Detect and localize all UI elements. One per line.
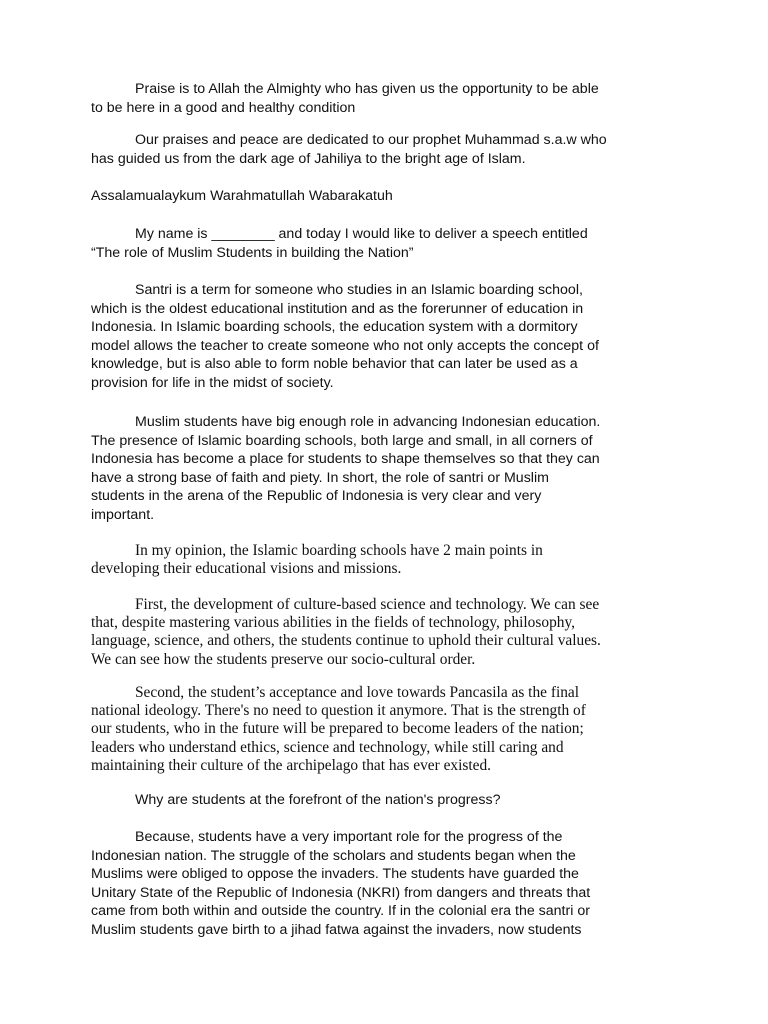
text-line: to be here in a good and healthy condition bbox=[91, 99, 356, 116]
text-line: Muslim students gave birth to a jihad fatwa against the invaders, now students bbox=[91, 921, 582, 938]
paragraph-salutation-prophet bbox=[91, 131, 691, 168]
text-line: Second, the student’s acceptance and love towards Pancasila as the final bbox=[135, 684, 580, 701]
text-line: knowledge, but is also able to form noble behavior that can later be used as a bbox=[91, 356, 578, 372]
text-line: Indonesian nation. The struggle of the scholars and students began when the bbox=[91, 847, 576, 864]
text-line: national ideology. There's no need to question it anymore. That is the strength of bbox=[91, 702, 586, 720]
text-line: Praise is to Allah the Almighty who has given us the opportunity to be able bbox=[135, 81, 599, 97]
text-line: Santri is a term for someone who studies in an Islamic boarding school, bbox=[135, 282, 583, 298]
text-line: leaders who understand ethics, science and technology, while still caring and bbox=[91, 738, 564, 756]
paragraph-second-point bbox=[91, 684, 691, 775]
text-line: We can see how the students preserve our socio-cultural order. bbox=[91, 650, 476, 668]
paragraph-praise bbox=[91, 80, 691, 117]
text-line: The presence of Islamic boarding schools, both large and small, in all corners of bbox=[91, 432, 593, 449]
text-line: Our praises and peace are dedicated to our prophet Muhammad s.a.w who bbox=[135, 132, 607, 148]
text-line: First, the development of culture-based science and technology. We can see bbox=[135, 596, 600, 613]
text-line: Indonesia. In Islamic boarding schools, the education system with a dormitory bbox=[91, 319, 578, 335]
text-line: Unitary State of the Republic of Indonesia (NKRI) from dangers and threats that bbox=[91, 884, 591, 901]
paragraph-muslim-students-role bbox=[91, 413, 691, 524]
text-line: have a strong base of faith and piety. In short, the role of santri or Muslim bbox=[91, 469, 549, 486]
text-line: our students, who in the future will be prepared to become leaders of the nation; bbox=[91, 720, 584, 738]
text-line: which is the oldest educational institution and as the forerunner of education in bbox=[91, 300, 584, 317]
paragraph-santri-definition bbox=[91, 281, 691, 392]
text-line: came from both within and outside the country. If in the colonial era the santri or bbox=[91, 903, 590, 919]
text-line: Muslim students have big enough role in advancing Indonesian education. bbox=[135, 414, 601, 430]
text-line: Because, students have a very important role for the progress of the bbox=[135, 829, 563, 845]
text-line: has guided us from the dark age of Jahiliya to the bright age of Islam. bbox=[91, 150, 526, 167]
text-line: Why are students at the forefront of the nation's progress? bbox=[135, 792, 501, 808]
text-line: developing their educational visions and missions. bbox=[91, 560, 402, 578]
text-line: model allows the teacher to create someone who not only accepts the concept of bbox=[91, 337, 599, 354]
text-line: language, science, and others, the students continue to uphold their cultural values. bbox=[91, 632, 601, 650]
text-line: provision for life in the midst of society. bbox=[91, 374, 334, 391]
paragraph-question bbox=[91, 791, 691, 810]
text-line: My name is ________ and today I would like to deliver a speech entitled bbox=[135, 226, 588, 242]
paragraph-opinion bbox=[91, 542, 691, 578]
paragraph-first-point bbox=[91, 596, 691, 669]
text-line: “The role of Muslim Students in building the Nation” bbox=[91, 244, 414, 261]
text-line: Indonesia has become a place for students to shape themselves so that they can bbox=[91, 451, 600, 467]
paragraph-introduction bbox=[91, 225, 691, 262]
text-line: that, despite mastering various abilities in the fields of technology, philosophy, bbox=[91, 614, 575, 632]
text-line: In my opinion, the Islamic boarding schools have 2 main points in bbox=[135, 542, 543, 559]
text-line: maintaining their culture of the archipelago that has ever existed. bbox=[91, 756, 492, 774]
text-line: Muslims were obliged to oppose the invaders. The students have guarded the bbox=[91, 866, 579, 882]
text-line: Assalamualaykum Warahmatullah Wabarakatuh bbox=[91, 188, 393, 204]
text-line: students in the arena of the Republic of Indonesia is very clear and very bbox=[91, 488, 542, 504]
paragraph-because bbox=[91, 828, 691, 939]
paragraph-greeting bbox=[91, 187, 691, 206]
text-line: important. bbox=[91, 506, 155, 523]
